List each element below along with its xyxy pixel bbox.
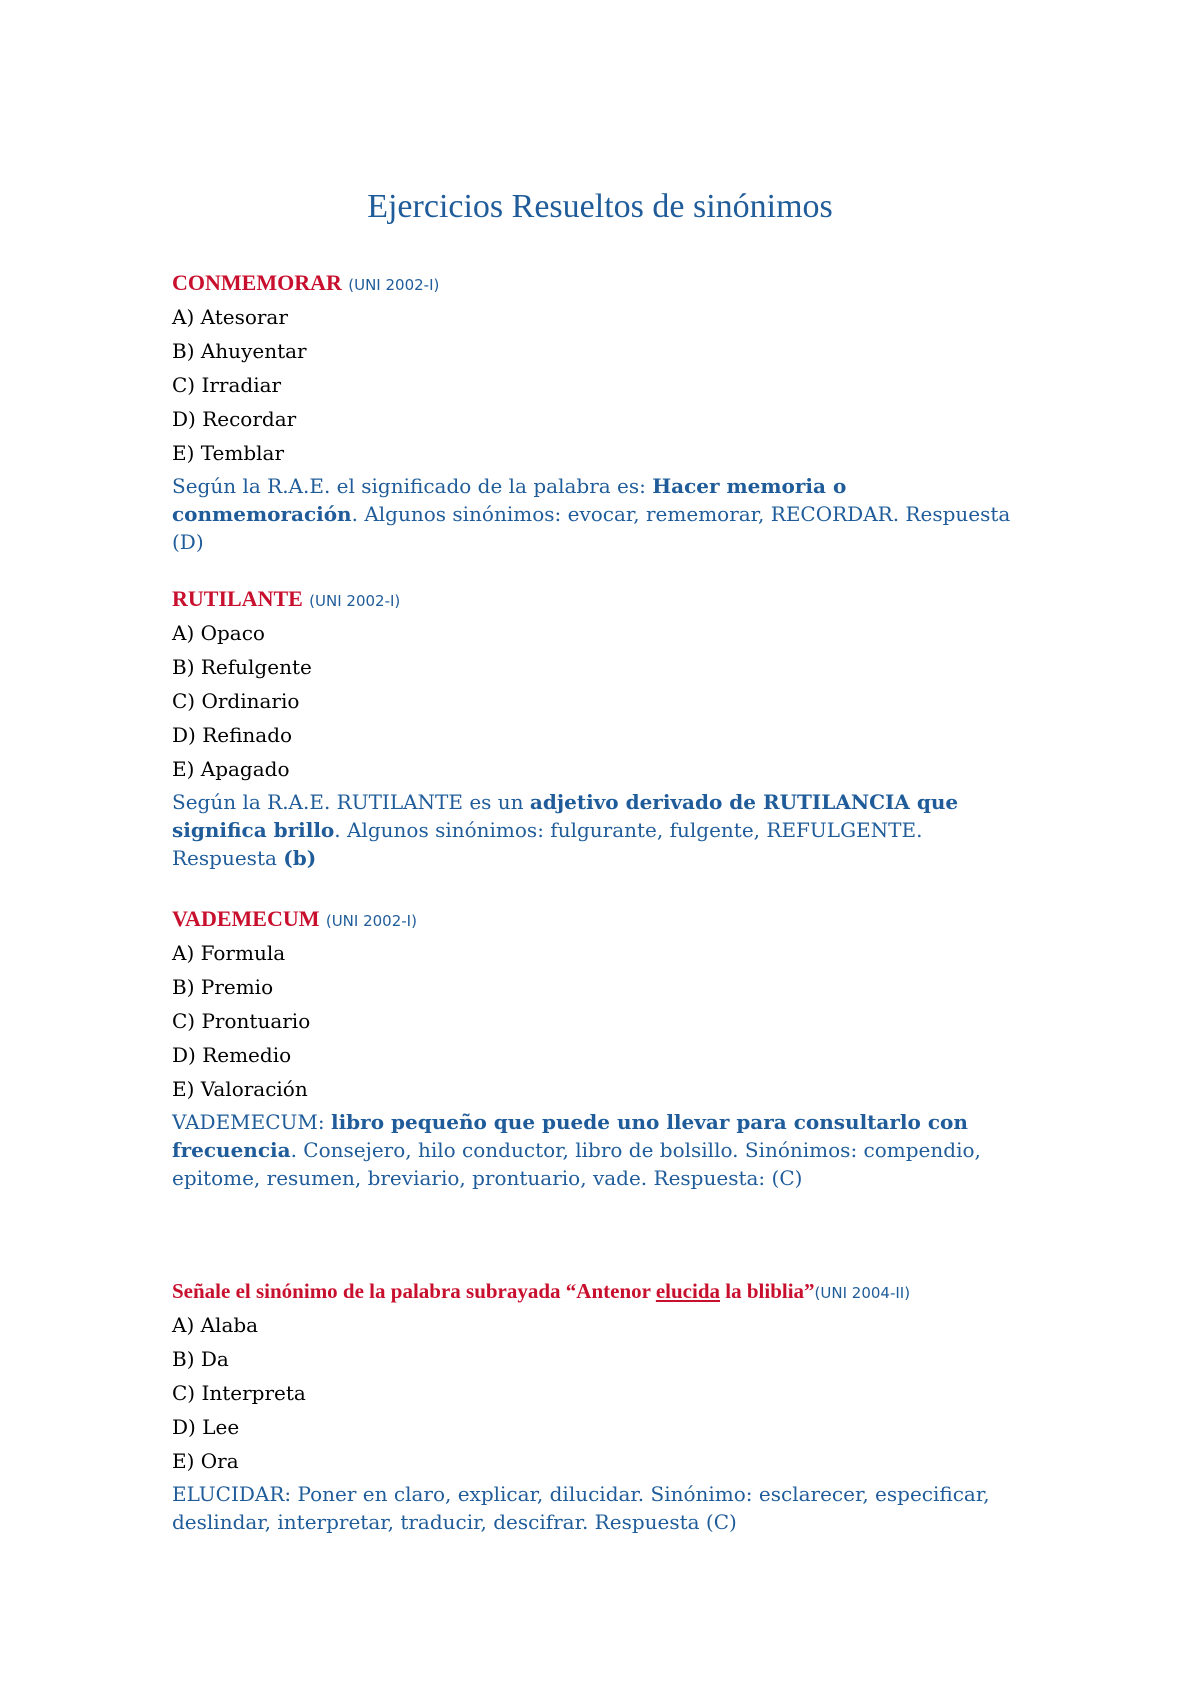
option-d: D) Remedio (172, 1043, 292, 1067)
question-word: RUTILANTE (172, 586, 303, 611)
option-a: A) Alaba (172, 1313, 259, 1337)
prompt-text: Señale el sinónimo de la palabra subrayada “Antenor (172, 1279, 656, 1303)
explanation-answer: . Algunos sinónimos: evocar, rememorar, RECORDAR. Respuesta (D) (172, 502, 1011, 554)
page-title: Ejercicios Resueltos de sinónimos (367, 188, 833, 225)
question-3 (172, 902, 1052, 1192)
explanation (172, 472, 1032, 556)
option-c: C) Prontuario (172, 1009, 311, 1033)
question-heading (172, 582, 1052, 616)
option-c: C) Ordinario (172, 689, 300, 713)
prompt-underlined-word: elucida (655, 1279, 721, 1303)
question-source: (UNI 2002-I) (309, 592, 401, 610)
explanation (172, 1108, 1032, 1192)
explanation-answer: (b) (283, 846, 317, 870)
question-prompt (172, 1279, 815, 1303)
option-a: A) Formula (172, 941, 286, 965)
explanation: ELUCIDAR: Poner en claro, explicar, dilucidar. Sinónimo: esclarecer, especificar, deslindar, interpretar, traducir, descifrar. Respuesta (C) (172, 1482, 990, 1534)
explanation (172, 788, 1032, 872)
option-b: B) Ahuyentar (172, 339, 307, 363)
question-heading (172, 266, 1052, 300)
option-d: D) Recordar (172, 407, 297, 431)
explanation-definition: adjetivo derivado de RUTILANCIA que significa brillo (172, 790, 959, 842)
explanation-synonyms: . Algunos sinónimos: fulgurante, fulgente, REFULGENTE. Respuesta (172, 818, 923, 870)
option-e: E) Valoración (172, 1077, 308, 1101)
option-c: C) Interpreta (172, 1381, 306, 1405)
explanation-definition: Hacer memoria o conmemoración (172, 474, 847, 526)
explanation-text: Según la R.A.E. el significado de la palabra es: (172, 474, 653, 498)
option-c: C) Irradiar (172, 373, 282, 397)
explanation-text: Según la R.A.E. RUTILANTE es un (172, 790, 530, 814)
question-word: CONMEMORAR (172, 270, 342, 295)
option-a: A) Atesorar (172, 305, 288, 329)
question-source: (UNI 2002-I) (325, 912, 417, 930)
option-b: B) Premio (172, 975, 274, 999)
explanation-definition: libro pequeño que puede uno llevar para consultarlo con frecuencia (172, 1110, 968, 1162)
option-e: E) Temblar (172, 441, 285, 465)
option-d: D) Lee (172, 1415, 240, 1439)
option-b: B) Refulgente (172, 655, 312, 679)
explanation-answer: . Consejero, hilo conductor, libro de bolsillo. Sinónimos: compendio, epitome, resumen, breviario, prontuario, vade. Respuesta: (C) (172, 1138, 981, 1190)
prompt-text-end: la bliblia” (720, 1279, 815, 1303)
question-source: (UNI 2004-II) (814, 1284, 911, 1302)
question-2 (172, 582, 1052, 872)
explanation-text: VADEMECUM: (172, 1110, 331, 1134)
question-4 (172, 1274, 1052, 1536)
question-1 (172, 266, 1052, 556)
option-e: E) Apagado (172, 757, 290, 781)
option-d: D) Refinado (172, 723, 293, 747)
option-a: A) Opaco (172, 621, 265, 645)
question-heading (172, 902, 1052, 936)
question-heading (172, 1274, 1052, 1308)
option-b: B) Da (172, 1347, 229, 1371)
question-word: VADEMECUM (172, 906, 320, 931)
question-source: (UNI 2002-I) (348, 276, 440, 294)
option-e: E) Ora (172, 1449, 239, 1473)
